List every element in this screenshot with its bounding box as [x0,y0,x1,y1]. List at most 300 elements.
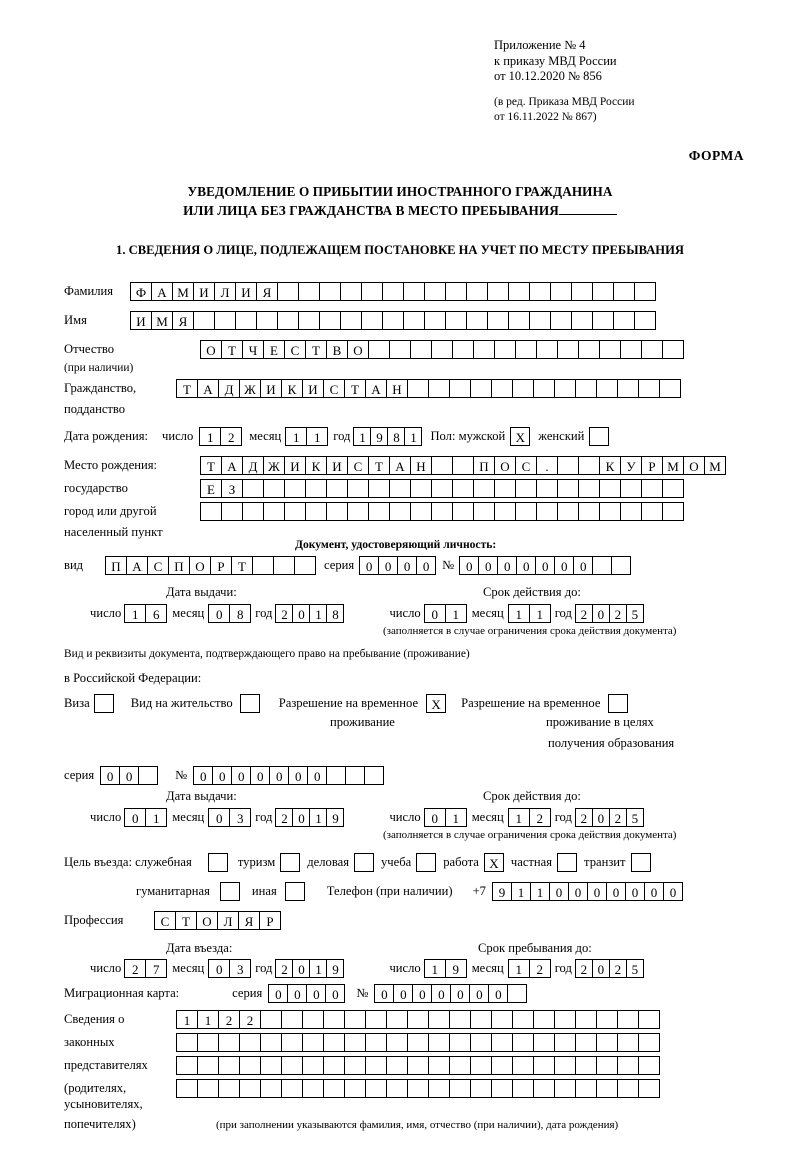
form-cell[interactable] [239,1056,261,1075]
form-cell[interactable]: Т [305,340,327,359]
form-cell[interactable] [428,1033,450,1052]
form-cell[interactable] [347,502,369,521]
form-cell[interactable] [466,282,488,301]
form-cell[interactable] [302,1079,324,1098]
form-cell[interactable] [449,1010,471,1029]
form-cell[interactable] [407,1010,429,1029]
form-cell[interactable]: Р [259,911,281,930]
form-cell[interactable] [596,1056,618,1075]
form-cell[interactable] [536,502,558,521]
form-cell[interactable]: 1 [529,604,551,623]
form-cell[interactable]: У [620,456,642,475]
form-cell[interactable]: М [704,456,726,475]
form-cell[interactable] [281,1079,303,1098]
form-cell[interactable]: О [189,556,211,575]
doc-series-input[interactable] [359,556,435,575]
permit-valid-day-input[interactable] [424,808,466,827]
form-cell[interactable]: С [154,911,176,930]
form-cell[interactable] [302,1033,324,1052]
form-cell[interactable]: О [494,456,516,475]
form-cell[interactable] [449,379,471,398]
purpose-business-checkbox[interactable] [354,853,374,872]
phone-input[interactable] [492,882,682,901]
form-cell[interactable] [431,479,453,498]
form-cell[interactable]: Т [175,911,197,930]
form-cell[interactable] [345,766,365,785]
form-cell[interactable] [200,502,222,521]
form-cell[interactable] [424,311,446,330]
form-cell[interactable]: 0 [212,766,232,785]
form-cell[interactable] [294,556,316,575]
form-cell[interactable] [323,1056,345,1075]
surname-input[interactable] [130,282,655,301]
form-cell[interactable]: 1 [309,604,327,623]
form-cell[interactable] [407,1079,429,1098]
form-cell[interactable] [487,282,509,301]
form-cell[interactable]: 1 [176,1010,198,1029]
form-cell[interactable]: Л [214,282,236,301]
migration-series-input[interactable] [268,984,344,1003]
sex-male-checkbox[interactable]: X [510,427,530,446]
legal-rep-input-4[interactable] [176,1079,659,1098]
form-cell[interactable]: 0 [231,766,251,785]
form-cell[interactable]: С [147,556,169,575]
form-cell[interactable]: И [260,379,282,398]
form-cell[interactable]: 0 [663,882,683,901]
form-cell[interactable] [470,1010,492,1029]
birth-day-input[interactable] [199,427,241,446]
form-cell[interactable] [575,1079,597,1098]
form-cell[interactable] [599,479,621,498]
form-cell[interactable] [260,1056,282,1075]
form-cell[interactable]: И [235,282,257,301]
form-cell[interactable]: 0 [208,808,230,827]
form-cell[interactable] [424,282,446,301]
entry-month-input[interactable] [208,959,250,978]
form-cell[interactable] [340,311,362,330]
form-cell[interactable] [554,1033,576,1052]
form-cell[interactable] [507,984,527,1003]
form-cell[interactable]: М [151,311,173,330]
form-cell[interactable] [575,1056,597,1075]
form-cell[interactable]: Е [200,479,222,498]
form-cell[interactable]: 0 [292,604,310,623]
temp-residence-checkbox[interactable]: X [426,694,446,713]
form-cell[interactable] [364,766,384,785]
form-cell[interactable] [575,379,597,398]
form-cell[interactable]: 0 [378,556,398,575]
form-cell[interactable]: 2 [275,959,293,978]
form-cell[interactable]: 0 [606,882,626,901]
form-cell[interactable] [407,1056,429,1075]
form-cell[interactable]: Т [368,456,390,475]
form-cell[interactable] [368,340,390,359]
form-cell[interactable] [368,479,390,498]
form-cell[interactable]: 0 [554,556,574,575]
form-cell[interactable] [596,1079,618,1098]
form-cell[interactable] [620,340,642,359]
form-cell[interactable] [578,340,600,359]
form-cell[interactable]: М [662,456,684,475]
doc-valid-month-input[interactable] [508,604,550,623]
form-cell[interactable] [662,502,684,521]
permit-issue-year-input[interactable] [275,808,343,827]
form-cell[interactable] [389,340,411,359]
form-cell[interactable]: 0 [100,766,120,785]
form-cell[interactable] [638,1079,660,1098]
form-cell[interactable]: 1 [530,882,550,901]
permit-valid-month-input[interactable] [508,808,550,827]
form-cell[interactable] [365,1010,387,1029]
form-cell[interactable]: И [193,282,215,301]
form-cell[interactable] [452,479,474,498]
form-cell[interactable]: 1 [285,427,307,446]
form-cell[interactable] [449,1033,471,1052]
form-cell[interactable]: Ф [130,282,152,301]
form-cell[interactable]: 0 [269,766,289,785]
form-cell[interactable] [428,379,450,398]
form-cell[interactable]: 9 [370,427,388,446]
form-cell[interactable]: 0 [397,556,417,575]
form-cell[interactable] [298,282,320,301]
form-cell[interactable]: 2 [609,959,627,978]
form-cell[interactable] [176,1079,198,1098]
visa-checkbox[interactable] [94,694,114,713]
form-cell[interactable] [386,1056,408,1075]
form-cell[interactable] [533,1010,555,1029]
form-cell[interactable] [403,282,425,301]
form-cell[interactable]: 0 [208,604,230,623]
form-cell[interactable] [617,379,639,398]
form-cell[interactable] [638,379,660,398]
form-cell[interactable] [620,479,642,498]
form-cell[interactable] [281,1056,303,1075]
form-cell[interactable] [529,311,551,330]
form-cell[interactable]: Н [386,379,408,398]
doc-number-input[interactable] [459,556,630,575]
form-cell[interactable] [515,479,537,498]
form-cell[interactable] [452,456,474,475]
legal-rep-input-3[interactable] [176,1056,659,1075]
form-cell[interactable] [326,479,348,498]
form-cell[interactable] [281,1033,303,1052]
form-cell[interactable] [554,1056,576,1075]
form-cell[interactable] [242,502,264,521]
form-cell[interactable] [494,340,516,359]
purpose-private-checkbox[interactable] [557,853,577,872]
form-cell[interactable] [239,1033,261,1052]
form-cell[interactable] [596,1010,618,1029]
form-cell[interactable]: 1 [445,604,467,623]
form-cell[interactable] [641,502,663,521]
form-cell[interactable]: П [473,456,495,475]
form-cell[interactable] [218,1056,240,1075]
form-cell[interactable] [554,379,576,398]
form-cell[interactable] [536,479,558,498]
form-cell[interactable] [344,1010,366,1029]
form-cell[interactable] [613,282,635,301]
form-cell[interactable] [389,502,411,521]
form-cell[interactable]: Ж [239,379,261,398]
form-cell[interactable] [494,479,516,498]
form-cell[interactable] [491,1079,513,1098]
form-cell[interactable] [641,479,663,498]
entry-day-input[interactable] [124,959,166,978]
form-cell[interactable]: Р [210,556,232,575]
form-cell[interactable]: Ч [242,340,264,359]
form-cell[interactable]: 0 [268,984,288,1003]
form-cell[interactable] [557,340,579,359]
form-cell[interactable] [277,311,299,330]
form-cell[interactable] [533,1079,555,1098]
form-cell[interactable]: 2 [239,1010,261,1029]
form-cell[interactable]: 5 [626,604,644,623]
form-cell[interactable]: 0 [393,984,413,1003]
form-cell[interactable] [368,502,390,521]
form-cell[interactable]: 2 [275,604,293,623]
form-cell[interactable]: 1 [197,1010,219,1029]
sex-female-checkbox[interactable] [589,427,609,446]
form-cell[interactable] [386,1010,408,1029]
birth-year-input[interactable] [353,427,421,446]
form-cell[interactable] [470,1079,492,1098]
form-cell[interactable]: 2 [220,427,242,446]
form-cell[interactable]: 1 [424,959,446,978]
form-cell[interactable] [578,502,600,521]
form-cell[interactable]: 0 [488,984,508,1003]
form-cell[interactable]: Н [410,456,432,475]
form-cell[interactable]: 1 [511,882,531,901]
form-cell[interactable] [263,479,285,498]
stay-month-input[interactable] [508,959,550,978]
form-cell[interactable] [557,502,579,521]
form-cell[interactable]: О [347,340,369,359]
form-cell[interactable] [578,479,600,498]
form-cell[interactable]: 0 [359,556,379,575]
form-cell[interactable] [344,1033,366,1052]
form-cell[interactable] [554,1010,576,1029]
form-cell[interactable]: К [305,456,327,475]
form-cell[interactable] [365,1033,387,1052]
form-cell[interactable] [323,1033,345,1052]
form-cell[interactable] [428,1079,450,1098]
permit-series-input[interactable] [100,766,157,785]
entry-year-input[interactable] [275,959,343,978]
form-cell[interactable] [214,311,236,330]
purpose-transit-checkbox[interactable] [631,853,651,872]
form-cell[interactable]: З [221,479,243,498]
stay-year-input[interactable] [575,959,643,978]
form-cell[interactable]: К [599,456,621,475]
form-cell[interactable]: 1 [445,808,467,827]
birth-month-input[interactable] [285,427,327,446]
form-cell[interactable] [382,282,404,301]
form-cell[interactable] [491,1033,513,1052]
form-cell[interactable] [599,340,621,359]
form-cell[interactable]: 1 [145,808,167,827]
form-cell[interactable]: К [281,379,303,398]
purpose-study-checkbox[interactable] [416,853,436,872]
form-cell[interactable] [319,282,341,301]
form-cell[interactable]: 1 [309,959,327,978]
form-cell[interactable]: 9 [492,882,512,901]
form-cell[interactable] [176,1056,198,1075]
form-cell[interactable]: 0 [208,959,230,978]
form-cell[interactable]: 0 [478,556,498,575]
form-cell[interactable]: 0 [292,808,310,827]
form-cell[interactable]: 2 [529,959,551,978]
form-cell[interactable] [557,456,579,475]
form-cell[interactable] [298,311,320,330]
residence-checkbox[interactable] [240,694,260,713]
form-cell[interactable] [638,1056,660,1075]
form-cell[interactable] [260,1033,282,1052]
form-cell[interactable]: 1 [309,808,327,827]
form-cell[interactable]: 7 [145,959,167,978]
form-cell[interactable] [252,556,274,575]
form-cell[interactable] [617,1079,639,1098]
form-cell[interactable]: 0 [325,984,345,1003]
form-cell[interactable] [470,1056,492,1075]
form-cell[interactable] [284,479,306,498]
form-cell[interactable]: Т [221,340,243,359]
form-cell[interactable] [407,379,429,398]
form-cell[interactable]: 5 [626,808,644,827]
form-cell[interactable] [260,1010,282,1029]
form-cell[interactable]: 5 [626,959,644,978]
form-cell[interactable] [536,340,558,359]
form-cell[interactable]: 1 [508,808,530,827]
purpose-tourism-checkbox[interactable] [280,853,300,872]
form-cell[interactable] [508,282,530,301]
permit-valid-year-input[interactable] [575,808,643,827]
form-cell[interactable] [473,502,495,521]
form-cell[interactable] [365,1079,387,1098]
form-cell[interactable]: 0 [516,556,536,575]
form-cell[interactable] [431,502,453,521]
form-cell[interactable] [221,502,243,521]
form-cell[interactable]: П [105,556,127,575]
doc-issue-month-input[interactable] [208,604,250,623]
purpose-service-checkbox[interactable] [208,853,228,872]
form-cell[interactable] [382,311,404,330]
form-cell[interactable] [512,1033,534,1052]
form-cell[interactable] [634,282,656,301]
form-cell[interactable] [449,1079,471,1098]
form-cell[interactable]: О [683,456,705,475]
form-cell[interactable]: С [515,456,537,475]
form-cell[interactable] [638,1010,660,1029]
form-cell[interactable] [617,1033,639,1052]
form-cell[interactable] [197,1056,219,1075]
form-cell[interactable] [571,311,593,330]
form-cell[interactable]: 1 [404,427,422,446]
form-cell[interactable] [284,502,306,521]
form-cell[interactable] [260,1079,282,1098]
form-cell[interactable]: 2 [575,959,593,978]
form-cell[interactable] [410,479,432,498]
form-cell[interactable] [193,311,215,330]
form-cell[interactable] [452,340,474,359]
form-cell[interactable] [263,502,285,521]
form-cell[interactable]: 0 [424,808,446,827]
form-cell[interactable] [277,282,299,301]
form-cell[interactable]: 0 [568,882,588,901]
form-cell[interactable]: 3 [229,808,251,827]
form-cell[interactable] [571,282,593,301]
form-cell[interactable]: Т [176,379,198,398]
form-cell[interactable]: И [130,311,152,330]
form-cell[interactable]: А [151,282,173,301]
form-cell[interactable] [533,379,555,398]
form-cell[interactable] [662,340,684,359]
form-cell[interactable] [512,1056,534,1075]
form-cell[interactable]: Т [200,456,222,475]
form-cell[interactable] [323,1079,345,1098]
doc-valid-year-input[interactable] [575,604,643,623]
form-cell[interactable] [575,1010,597,1029]
form-cell[interactable] [344,1056,366,1075]
form-cell[interactable] [512,379,534,398]
form-cell[interactable]: С [347,456,369,475]
form-cell[interactable] [344,1079,366,1098]
name-input[interactable] [130,311,655,330]
form-cell[interactable] [515,502,537,521]
form-cell[interactable]: 0 [469,984,489,1003]
form-cell[interactable] [239,1079,261,1098]
form-cell[interactable]: 0 [573,556,593,575]
form-cell[interactable] [512,1079,534,1098]
form-cell[interactable]: И [284,456,306,475]
form-cell[interactable] [138,766,158,785]
form-cell[interactable] [613,311,635,330]
form-cell[interactable]: 0 [592,808,610,827]
form-cell[interactable]: 9 [326,808,344,827]
form-cell[interactable] [386,1033,408,1052]
form-cell[interactable] [445,282,467,301]
form-cell[interactable]: . [536,456,558,475]
form-cell[interactable] [487,311,509,330]
form-cell[interactable]: 1 [508,959,530,978]
form-cell[interactable] [599,502,621,521]
form-cell[interactable] [176,1033,198,1052]
form-cell[interactable] [611,556,631,575]
birthplace-city-input-2[interactable] [200,479,683,498]
doc-issue-year-input[interactable] [275,604,343,623]
form-cell[interactable] [410,502,432,521]
form-cell[interactable] [515,340,537,359]
form-cell[interactable] [281,1010,303,1029]
form-cell[interactable] [445,311,467,330]
form-cell[interactable] [386,1079,408,1098]
form-cell[interactable]: 0 [119,766,139,785]
form-cell[interactable]: 2 [609,604,627,623]
form-cell[interactable]: 1 [199,427,221,446]
doc-valid-day-input[interactable] [424,604,466,623]
form-cell[interactable] [554,1079,576,1098]
form-cell[interactable]: 2 [124,959,146,978]
form-cell[interactable] [452,502,474,521]
form-cell[interactable]: 3 [229,959,251,978]
form-cell[interactable] [512,1010,534,1029]
form-cell[interactable] [361,282,383,301]
stay-day-input[interactable] [424,959,466,978]
form-cell[interactable]: 0 [535,556,555,575]
form-cell[interactable] [491,1010,513,1029]
form-cell[interactable] [449,1056,471,1075]
form-cell[interactable]: 9 [326,959,344,978]
profession-input[interactable] [154,911,280,930]
